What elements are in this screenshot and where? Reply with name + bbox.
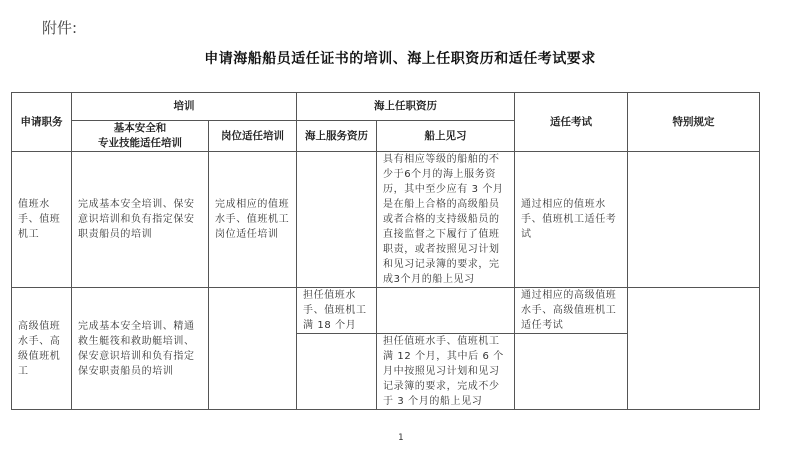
cell-special bbox=[628, 152, 760, 288]
page-number: 1 bbox=[398, 433, 404, 443]
header-sea-service: 海上服务资历 bbox=[297, 121, 377, 152]
cell-exam bbox=[515, 334, 628, 410]
header-training: 培训 bbox=[72, 93, 297, 121]
header-position: 申请职务 bbox=[12, 93, 72, 152]
table-row bbox=[12, 152, 760, 288]
cell-exam: 通过相应的高级值班水手、高级值班机工适任考试 bbox=[515, 288, 628, 334]
cell-onboard-training bbox=[377, 288, 515, 334]
header-row-1 bbox=[12, 93, 760, 121]
cell-sea-service bbox=[297, 152, 377, 288]
requirements-table bbox=[11, 92, 760, 410]
cell-position: 高级值班水手、高级值班机工 bbox=[12, 288, 72, 410]
header-training-basic bbox=[72, 121, 209, 152]
attachment-label: 附件: bbox=[42, 19, 78, 37]
table-row bbox=[12, 288, 760, 334]
cell-onboard-training: 担任值班水手、值班机工满 12 个月，其中后 6 个月中按照见习计划和见习记录簿的要求，完成不少于 3 个月的船上见习 bbox=[377, 334, 515, 410]
cell-onboard-training: 具有相应等级的船舶的不少于6个月的海上服务资历，其中至少应有 3 个月是在船上合格的高级船员或者合格的支持级船员的直接监督之下履行了值班职责，或者按照见习计划和见习记录簿的要求，完成3个月的船上见习 bbox=[377, 152, 515, 288]
cell-training-post bbox=[209, 288, 297, 410]
cell-sea-service bbox=[297, 334, 377, 410]
cell-training-basic: 完成基本安全培训、保安意识培训和负有指定保安职责船员的培训 bbox=[72, 152, 209, 288]
header-onboard-training: 船上见习 bbox=[377, 121, 515, 152]
header-exam: 适任考试 bbox=[515, 93, 628, 152]
cell-position: 值班水手、值班机工 bbox=[12, 152, 72, 288]
cell-special bbox=[628, 288, 760, 410]
header-training-basic-line2: 专业技能适任培训 bbox=[98, 137, 182, 149]
cell-sea-service: 担任值班水手、值班机工满 18 个月 bbox=[297, 288, 377, 334]
cell-training-post: 完成相应的值班水手、值班机工岗位适任培训 bbox=[209, 152, 297, 288]
cell-exam: 通过相应的值班水手、值班机工适任考试 bbox=[515, 152, 628, 288]
header-sea-experience: 海上任职资历 bbox=[297, 93, 515, 121]
header-training-post: 岗位适任培训 bbox=[209, 121, 297, 152]
cell-training-basic: 完成基本安全培训、精通救生艇筏和救助艇培训、保安意识培训和负有指定保安职责船员的培训 bbox=[72, 288, 209, 410]
document-title: 申请海船船员适任证书的培训、海上任职资历和适任考试要求 bbox=[204, 51, 596, 67]
header-training-basic-line1: 基本安全和 bbox=[113, 122, 167, 134]
header-special: 特别规定 bbox=[628, 93, 760, 152]
